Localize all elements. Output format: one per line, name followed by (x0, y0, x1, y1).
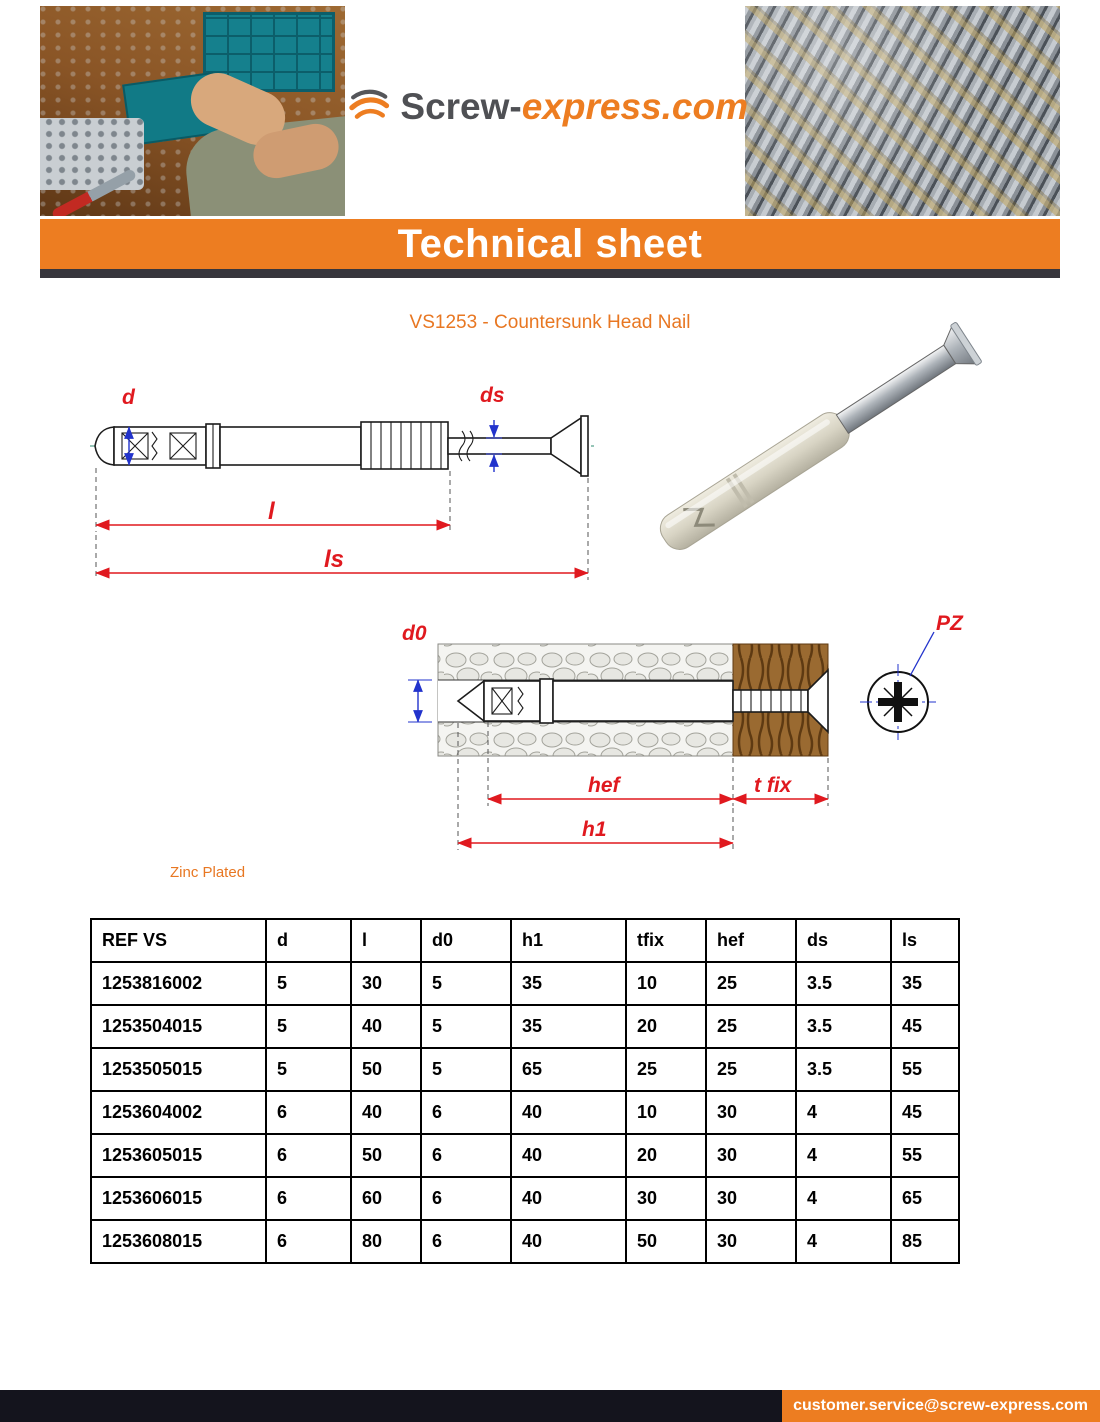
spec-row (91, 1134, 959, 1177)
spec-cell: 40 (351, 1091, 421, 1134)
spec-col-header: ds (796, 919, 891, 962)
spec-cell: 30 (706, 1220, 796, 1263)
spec-cell: 1253604002 (91, 1091, 266, 1134)
spec-row (91, 1091, 959, 1134)
spec-cell: 65 (891, 1177, 959, 1220)
spec-row (91, 1177, 959, 1220)
spec-cell: 40 (511, 1134, 626, 1177)
spec-cell: 35 (511, 962, 626, 1005)
spec-cell: 35 (891, 962, 959, 1005)
spec-cell: 80 (351, 1220, 421, 1263)
spec-cell: 30 (706, 1134, 796, 1177)
screw-pile-photo (745, 6, 1060, 216)
spec-cell: 4 (796, 1177, 891, 1220)
spec-cell: 5 (266, 1005, 351, 1048)
banner-shadow-bar (40, 269, 1060, 278)
spec-table (90, 918, 960, 1264)
spec-cell: 5 (421, 1005, 511, 1048)
spec-cell: 30 (706, 1091, 796, 1134)
spec-cell: 6 (266, 1220, 351, 1263)
spec-cell: 20 (626, 1005, 706, 1048)
spec-row (91, 1048, 959, 1091)
spec-cell: 6 (266, 1091, 351, 1134)
spec-cell: 55 (891, 1048, 959, 1091)
dim-label-l: l (268, 498, 275, 525)
spec-cell: 30 (706, 1177, 796, 1220)
product-photo-render (598, 316, 1022, 564)
spec-cell: 5 (421, 962, 511, 1005)
logo-swoosh-icon (348, 78, 390, 136)
spec-col-header: hef (706, 919, 796, 962)
spec-cell: 25 (706, 962, 796, 1005)
installation-drawing (396, 610, 968, 878)
dim-label-hef: hef (588, 774, 620, 797)
spec-cell: 1253606015 (91, 1177, 266, 1220)
spec-cell: 5 (421, 1048, 511, 1091)
spec-cell: 40 (351, 1005, 421, 1048)
spec-cell: 6 (421, 1177, 511, 1220)
spec-header-row (91, 919, 959, 962)
spec-cell: 45 (891, 1005, 959, 1048)
spec-cell: 45 (891, 1091, 959, 1134)
spec-cell: 3.5 (796, 962, 891, 1005)
spec-cell: 6 (266, 1177, 351, 1220)
spec-col-header: d (266, 919, 351, 962)
logo-text-secondary: express.com (521, 86, 748, 127)
spec-cell: 60 (351, 1177, 421, 1220)
spec-cell: 4 (796, 1134, 891, 1177)
spec-table-body (91, 962, 959, 1263)
spec-cell: 10 (626, 962, 706, 1005)
spec-cell: 50 (626, 1220, 706, 1263)
spec-row (91, 1220, 959, 1263)
spec-cell: 40 (511, 1220, 626, 1263)
spec-col-header: l (351, 919, 421, 962)
spec-cell: 1253605015 (91, 1134, 266, 1177)
spec-col-header: h1 (511, 919, 626, 962)
workbench-photo (40, 6, 345, 216)
spec-col-header: d0 (421, 919, 511, 962)
nail-dimension-drawing (88, 372, 598, 607)
spec-cell: 20 (626, 1134, 706, 1177)
dim-label-d0: d0 (402, 622, 427, 645)
customer-service-email: customer.service@screw-express.com (793, 1397, 1088, 1414)
finish-label: Zinc Plated (170, 864, 246, 881)
spec-cell: 3.5 (796, 1005, 891, 1048)
dim-label-tfix: t fix (754, 774, 792, 797)
spec-cell: 35 (511, 1005, 626, 1048)
dim-label-ls: ls (324, 546, 345, 573)
dim-label-pz: PZ (936, 612, 963, 635)
spec-cell: 6 (421, 1220, 511, 1263)
spec-cell: 4 (796, 1091, 891, 1134)
spec-cell: 40 (511, 1091, 626, 1134)
dim-label-d: d (122, 386, 135, 409)
product-title: VS1253 - Countersunk Head Nail (409, 312, 691, 333)
spec-cell: 4 (796, 1220, 891, 1263)
spec-row (91, 1005, 959, 1048)
spec-cell: 5 (266, 962, 351, 1005)
spec-cell: 3.5 (796, 1048, 891, 1091)
spec-cell: 65 (511, 1048, 626, 1091)
spec-cell: 30 (351, 962, 421, 1005)
spec-cell: 40 (511, 1177, 626, 1220)
spec-cell: 55 (891, 1134, 959, 1177)
logo-text-primary: Screw- (400, 86, 522, 127)
brand-logo (348, 52, 748, 162)
spec-table-container (90, 918, 958, 1264)
spec-cell: 1253505015 (91, 1048, 266, 1091)
technical-sheet-banner: Technical sheet (40, 219, 1060, 269)
spec-row (91, 962, 959, 1005)
spec-cell: 1253504015 (91, 1005, 266, 1048)
footer-bar (0, 1390, 1100, 1422)
spec-cell: 6 (421, 1091, 511, 1134)
dim-label-h1: h1 (582, 818, 607, 841)
footer-accent (782, 1390, 1100, 1422)
logo-text (400, 86, 748, 128)
spec-cell: 85 (891, 1220, 959, 1263)
spec-cell: 6 (421, 1134, 511, 1177)
spec-cell: 25 (706, 1005, 796, 1048)
spec-cell: 50 (351, 1134, 421, 1177)
spec-cell: 25 (626, 1048, 706, 1091)
spec-cell: 6 (266, 1134, 351, 1177)
spec-cell: 1253816002 (91, 962, 266, 1005)
spec-col-header: tfix (626, 919, 706, 962)
spec-cell: 10 (626, 1091, 706, 1134)
spec-cell: 50 (351, 1048, 421, 1091)
spec-col-header: REF VS (91, 919, 266, 962)
spec-col-header: ls (891, 919, 959, 962)
spec-cell: 5 (266, 1048, 351, 1091)
spec-cell: 1253608015 (91, 1220, 266, 1263)
spec-cell: 30 (626, 1177, 706, 1220)
dim-label-ds: ds (480, 384, 505, 407)
spec-cell: 25 (706, 1048, 796, 1091)
